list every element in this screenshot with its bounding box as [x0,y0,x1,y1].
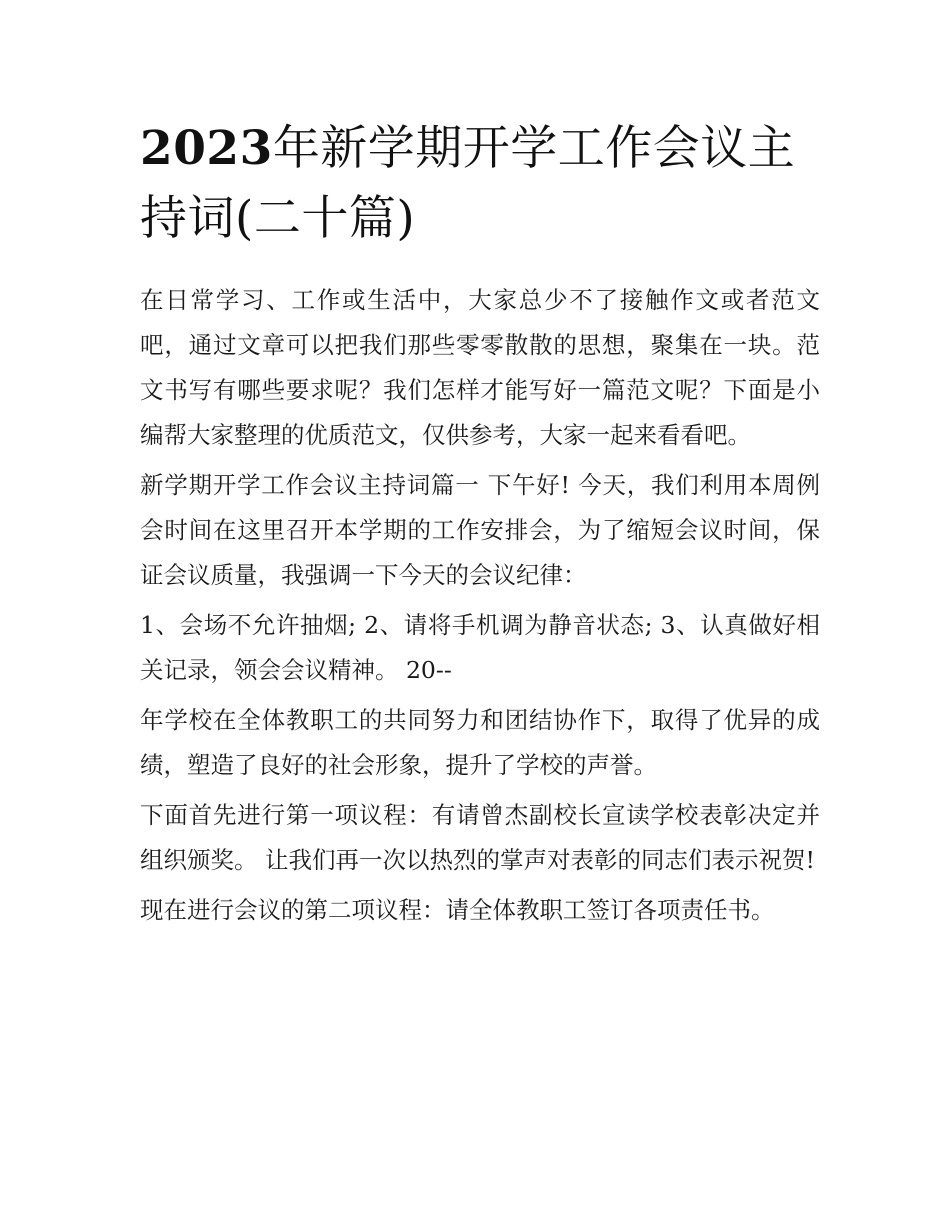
agenda-item-two-paragraph: 现在进行会议的第二项议程：请全体教职工签订各项责任书。 [140,896,775,924]
title-year: 2023 [140,121,273,176]
intro-paragraph: 在日常学习、工作或生活中，大家总少不了接触作文或者范文吧，通过文章可以把我们那些零零散散的思想，聚集在一块。范文书写有哪些要求呢？我们怎样才能写好一篇范文呢？下面是小编帮大家整理的优质范文，仅供参考，大家一起来看看吧。 [140,286,820,449]
document-title [140,114,830,254]
achievement-paragraph: 年学校在全体教职工的共同努力和团结协作下，取得了优异的成绩，塑造了良好的社会形象，提升了学校的声誉。 [140,706,820,779]
title-text: 年新学期开学工作会议主持词(二十篇) [140,121,796,246]
meeting-rules-paragraph: 1、会场不允许抽烟; 2、请将手机调为静音状态; 3、认真做好相关记录，领会会议精神。 20-- [140,611,820,684]
agenda-item-one-paragraph: 下面首先进行第一项议程：有请曾杰副校长宣读学校表彰决定并组织颁奖。 让我们再一次以热烈的掌声对表彰的同志们表示祝贺! [140,801,820,874]
opening-paragraph: 新学期开学工作会议主持词篇一 下午好! 今天，我们利用本周例会时间在这里召开本学期的工作安排会，为了缩短会议时间，保证会议质量，我强调一下今天的会议纪律： [140,471,820,589]
document-body [140,278,820,938]
